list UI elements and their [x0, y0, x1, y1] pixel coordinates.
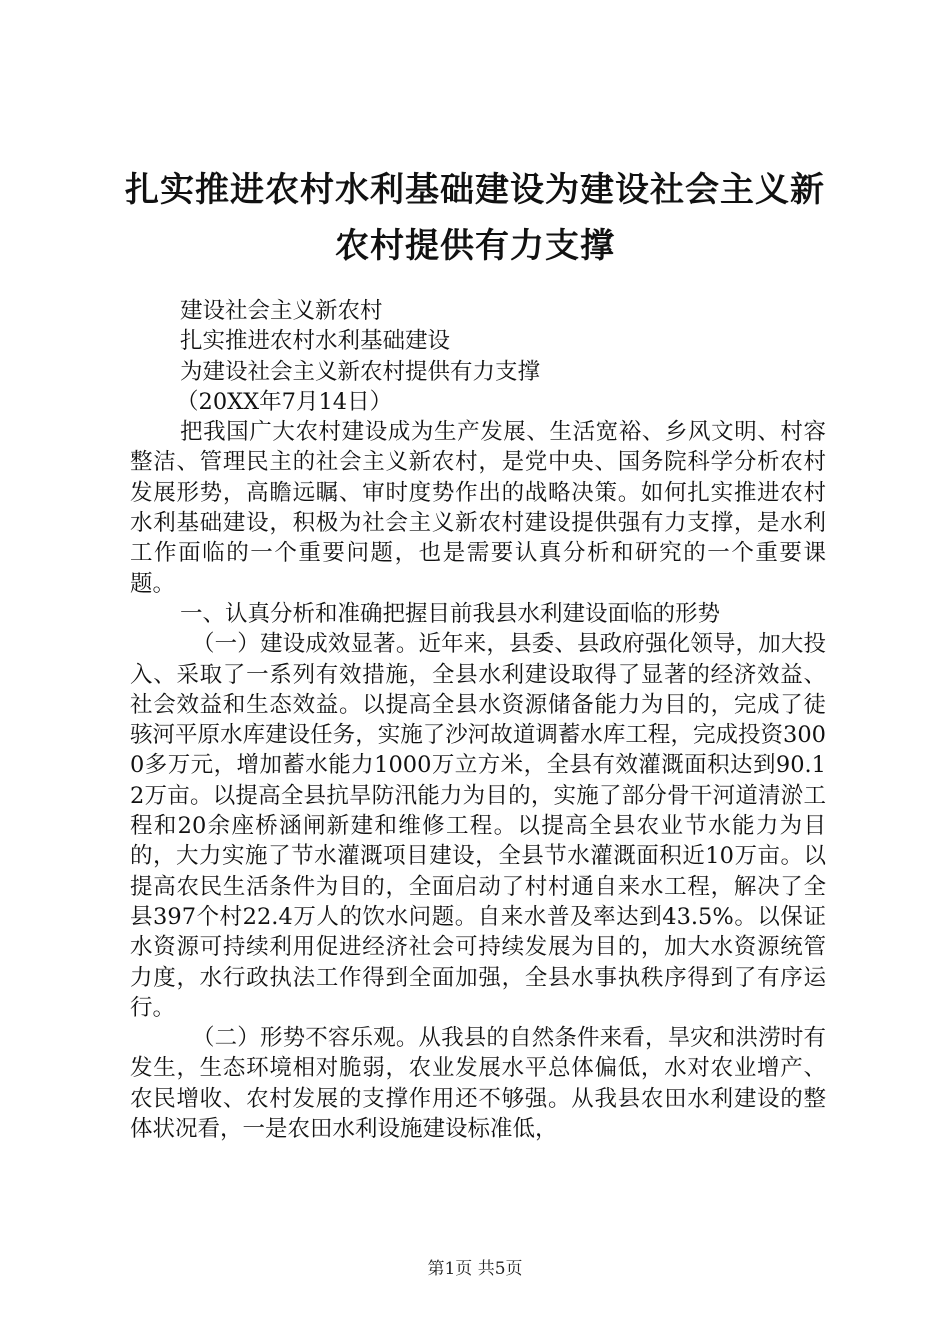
document-body — [130, 296, 826, 1144]
subheading-1: 建设社会主义新农村 — [180, 298, 383, 324]
paragraph: （二）形势不容乐观。从我县的自然条件来看，旱灾和洪涝时有发生，生态环境相对脆弱，农业发展水平总体偏低，水对农业增产、农民增收、农村发展的支撑作用还不够强。从我县农田水利建设的整体状况看，一是农田水利设施建设标准低， — [130, 1025, 826, 1143]
subheading-3: 为建设社会主义新农村提供有力支撑 — [180, 358, 541, 385]
title-line-1: 扎实推进农村水利基础建设为建设社会主义新 — [125, 170, 825, 210]
subheading-2: 扎实推进农村水利基础建设 — [180, 328, 451, 355]
document-date: （20XX年7月14日） — [176, 388, 393, 415]
document-title — [118, 162, 832, 274]
title-line-2: 农村提供有力支撑 — [335, 226, 615, 266]
paragraph: 把我国广大农村建设成为生产发展、生活宽裕、乡风文明、村容整洁、管理民主的社会主义新农村，是党中央、国务院科学分析农村发展形势，高瞻远瞩、审时度势作出的战略决策。如何扎实推进农村水利基础建设，积极为社会主义新农村建设提供强有力支撑，是水利工作面临的一个重要问题，也是需要认真分析和研究的一个重要课题。 — [130, 419, 826, 597]
section-heading: 一、认真分析和准确把握目前我县水利建设面临的形势 — [180, 600, 721, 627]
paragraph: （一）建设成效显著。近年来，县委、县政府强化领导，加大投入、采取了一系列有效措施，全县水利建设取得了显著的经济效益、社会效益和生态效益。以提高全县水资源储备能力为目的，完成了徒骇河平原水库建设任务，实施了沙河故道调蓄水库工程，完成投资3000多万元，增加蓄水能力1000万立方米，全县有效灌溉面积达到90.12万亩。以提高全县抗旱防汛能力为目的，实施了部分骨干河道清淤工程和20余座桥涵闸新建和维修工程。以提高全县农业节水能力为目的，大力实施了节水灌溉项目建设，全县节水灌溉面积近10万亩。以提高农民生活条件为目的，全面启动了村村通自来水工程，解决了全县397个村22.4万人的饮水问题。自来水普及率达到43.5%。以保证水资源可持续利用促进经济社会可持续发展为目的，加大水资源统管力度，水行政执法工作得到全面加强，全县水事执秩序得到了有序运行。 — [130, 631, 826, 1021]
page-footer: 第1页 共5页 — [427, 1259, 523, 1279]
